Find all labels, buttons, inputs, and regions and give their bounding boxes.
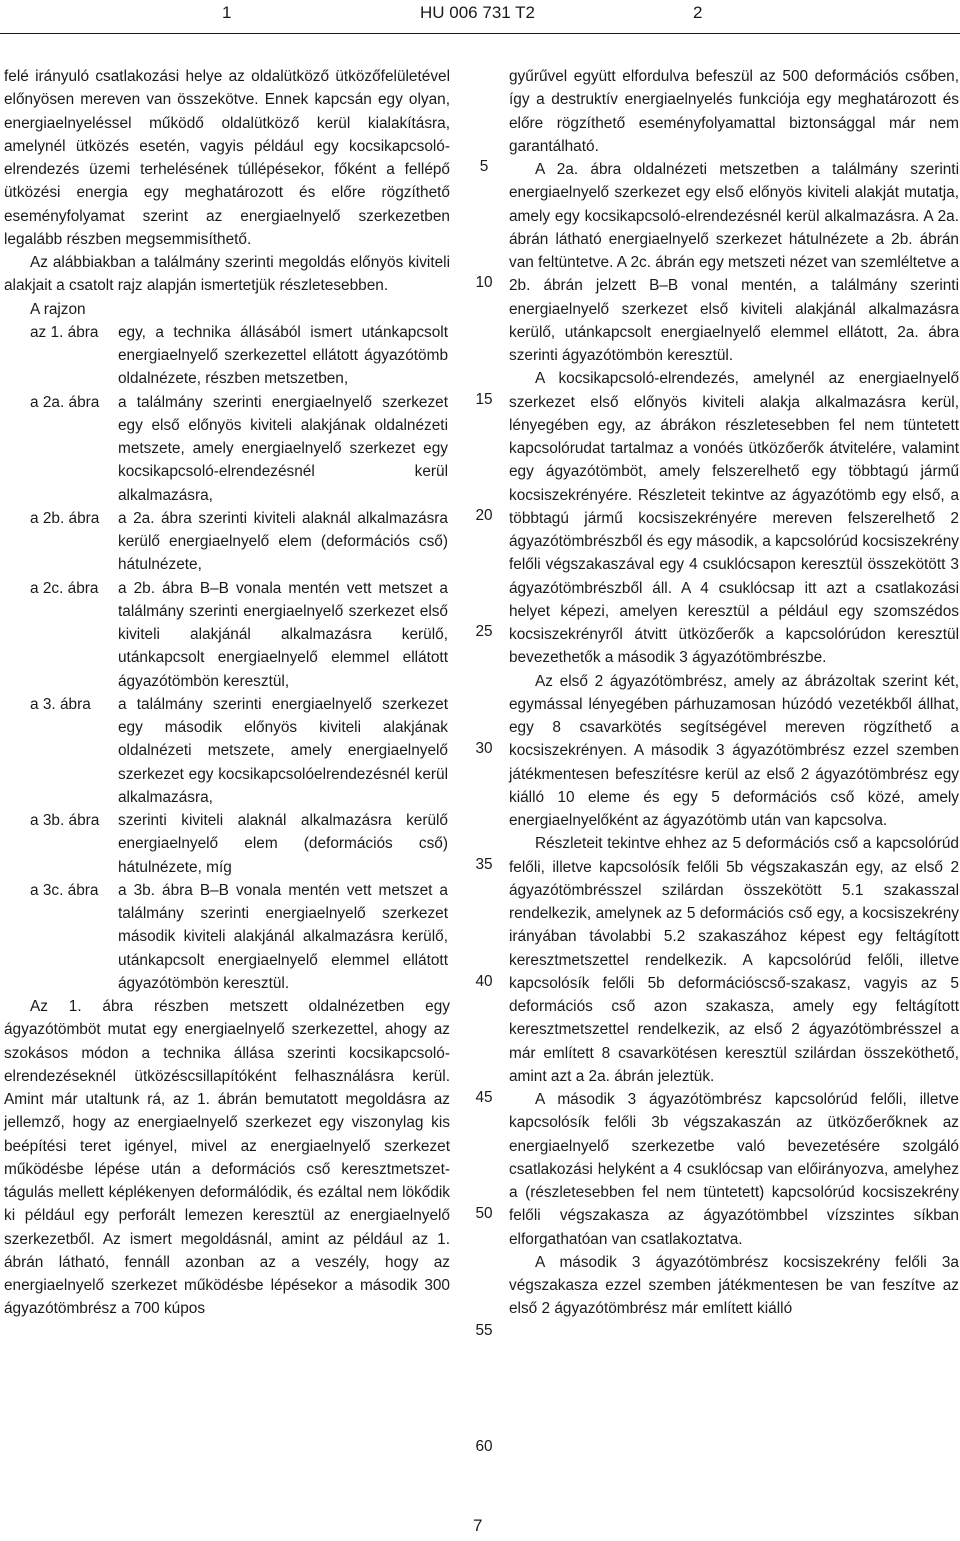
line-number: 60 — [475, 1438, 493, 1455]
paragraph: A második 3 ágyazótömbrész kapcsolórúd felőli, illetve kapcsolósík felőli 3b végszakaszán az ütközőerőknek az energiaelnyelő szerkezetbe való bevezetésére szolgáló csatlakozási helyként a 4 csuklócsap van előirányozva, amelyhez a (részletesebben fel nem tüntetett) kapcsolórúd kocsiszekrény felőli végszakasza az ágyazótömbbel vízszintes síkban elforgathatóan van csatlakoztatva. — [509, 1091, 959, 1248]
figure-label: a 3. ábra — [30, 695, 91, 713]
line-number: 35 — [475, 856, 493, 873]
figure-description: a találmány szerinti energiaelnyelő szerkezet egy első előnyös kiviteli alakjának oldalnézeti metszete, amely energiaelnyelő szerkezet egy kocsikapcsoló-elrendezésnél kerül alkalmazásra, — [118, 393, 448, 504]
page-number: 7 — [473, 1516, 483, 1535]
line-number: 50 — [475, 1205, 493, 1222]
figure-description: a 2b. ábra B–B vonala mentén vett metszet a találmány szerinti energiaelnyelő szerkezet első kiviteli alakjánál alkalmazásra kerülő, utánkapcsolt energiaelnyelő elemmel ellátott ágyazótömbön keresztül, — [118, 579, 448, 690]
paragraph: Az első 2 ágyazótömbrész, amely az ábrázoltak szerint két, egymással lényegében párhuzamosan húzódó vezetékből állhat, egy 8 csavarkötés segítségével mereven rögzíthető a kocsiszekrényen. A második 3 ágyazótömbrész ezzel szemben játékmentesen befeszítésre kerül az első 2 ágyazótömbrész egy kiálló 10 eleme és egy 5 deformációs cső közé, amely energiaelnyelőként az ágyazótömb után van kapcsolva. — [509, 672, 959, 829]
figure-description: a találmány szerinti energiaelnyelő szerkezet egy második előnyös kiviteli alakjának oldalnézeti metszete, amely energiaelnyelő szerkezet egy kocsikapcsolóelrendezésnél kerül alkalmazásra, — [118, 695, 448, 806]
figure-list — [4, 321, 450, 995]
paragraph: A kocsikapcsoló-elrendezés, amelynél az energiaelnyelő szerkezet első előnyös kiviteli alakja alkalmazásra kerül, lényegében egy, az ábrákon részletesebben fel nem tüntetett kapcsolórudat tartalmaz a vonóés ütközőerők átvitelére, valamint egy ágyazótömböt, amely felszerelhető egy többtagú jármű kocsiszekrényére. Részleteit tekintve az ágyazótömb egy első, a többtagú jármű kocsiszekrényére mereven felszerelhető 2 ágyazótömbrészből és egy második, a kapcsolórúd kocsiszekrény felőli végszakaszával egy 4 csuklócsapon keresztül összekötött 3 ágyazótömbrészből áll. A 4 csuklócsap itt azt a csatlakozási helyet képezi, amelyen keresztül a például egy szomszédos kocsiszekrényről átvitt ütközőerők a kapcsolórúdon keresztül bevezethetők a második 3 ágyazótömbrészbe. — [509, 370, 959, 667]
header-left-column-number: 1 — [222, 3, 232, 22]
figure-list-item — [4, 693, 450, 809]
figure-list-item — [4, 391, 450, 507]
paragraph: A 2a. ábra oldalnézeti metszetben a találmány szerinti energiaelnyelő szerkezet egy első előnyös kiviteli alakját mutatja, amely egy kocsikapcsoló-elrendezésnél kerül alkalmazásra. A 2a. ábrán látható energiaelnyelő szerkezet hátulnézete a 2b. ábrán van feltüntetve. A 2c. ábrán egy metszeti nézet van szemléltetve a 2b. ábrán jelzett B–B vonal mentén, a találmány szerinti energiaelnyelő szerkezet első kiviteli alakjánál alkalmazásra kerülő, utánkapcsolt energiaelnyelő elemmel ellátott, 2a. ábra szerinti ágyazótömbön keresztül. — [509, 161, 960, 364]
figure-label: a 3c. ábra — [30, 881, 99, 899]
line-number: 5 — [479, 158, 489, 175]
line-number: 30 — [475, 740, 493, 757]
paragraph: A második 3 ágyazótömbrész kocsiszekrény felőli 3a végszakasza ezzel szemben játékmentesen be van feszítve az első 2 ágyazótömbrész már említett kiálló — [509, 1253, 959, 1318]
paragraph: gyűrűvel együtt elfordulva befeszül az 500 deformációs csőben, így a destruktív energiaelnyelés funkciója egy meghatározott és előre rögzíthető eseményfolyamattal biztonsággal már nem garantálható. — [509, 68, 959, 155]
line-number: 25 — [475, 623, 493, 640]
right-column — [509, 65, 959, 1321]
figure-label: a 2c. ábra — [30, 579, 99, 597]
figure-list-item — [4, 879, 450, 995]
line-number: 20 — [475, 507, 493, 524]
figure-label: a 2a. ábra — [30, 393, 100, 411]
header-right-column-number: 2 — [693, 3, 703, 22]
figure-description: a 2a. ábra szerinti kiviteli alaknál alkalmazásra kerülő energiaelnyelő elem (deformációs cső) hátulnézete, — [118, 509, 448, 574]
figure-list-item — [4, 507, 450, 577]
figure-list-item — [4, 321, 450, 391]
figure-description: a 3b. ábra B–B vonala mentén vett metszet a találmány szerinti energiaelnyelő szerkezet második kiviteli alakjánál alkalmazásra kerülő, utánkapcsolt energiaelnyelő elemmel ellátott ágyazótömbön keresztül. — [118, 881, 448, 992]
left-column — [4, 65, 450, 1321]
paragraph: Az 1. ábra részben metszett oldalnézetben egy ágyazótömböt mutat egy energiaelnyelő szerkezettel, ahogy az szokásos módon a technika állása szerinti kocsikapcsoló-elrendezéseknél ütközéscsillapítóként felhasználásra kerül. Amint már utaltunk rá, az 1. ábrán bemutatott megoldásra az jellemző, hogy az energiaelnyelő szerkezet egy viszonylag kis beépítési teret igényel, mivel az energiaelnyelő szerkezet működésbe lépése után a deformációs cső keresztmetszet-tágulás mellett képlékenyen deformálódik, és ezáltal nem lökődik ki például egy perforált lemezen keresztül az energiaelnyelő szerkezetből. Az ismert megoldásnál, amint az például az 1. ábrán látható, fennáll azonban az a veszély, hogy az energiaelnyelő szerkezet működésbe lépésekor a második 300 ágyazótömbrész a 700 kúpos — [4, 998, 450, 1318]
paragraph: felé irányuló csatlakozási helye az oldalütköző ütközőfelületével előnyösen mereven van összekötve. Ennek kapcsán egy olyan, energiaelnyeléssel működő oldalütköző kerül kialakításra, amelynél ütközés esetén, vagyis például egy kocsikapcsoló-elrendezés üzemi terhelésének túllépésekor, főként a fellépő ütközési energia egy meghatározott és előre rögzíthető eseményfolyamat szerint az energiaelnyelő szerkezetben legalább részben megsemmisíthető. — [4, 68, 450, 248]
figure-list-item — [4, 809, 450, 879]
figure-description: egy, a technika állásából ismert utánkapcsolt energiaelnyelő szerkezettel ellátott ágyazótömb oldalnézete, részben metszetben, — [118, 323, 448, 388]
line-number: 10 — [475, 274, 493, 291]
line-number: 15 — [475, 391, 493, 408]
header-divider — [0, 33, 960, 34]
figure-label: a 2b. ábra — [30, 509, 100, 527]
paragraph: Részleteit tekintve ehhez az 5 deformációs cső a kapcsolórúd felőli, illetve kapcsolósík felőli 5b végszakaszán egy, az első 2 ágyazótömbrésszel szilárdan összekötött 5.1 szakasszal rendelkezik, amelynek az 5 deformációs cső egy, a kocsiszekrény irányában távolabbi 5.2 szakaszához képest egy feltágított keresztmetszettel rendelkezik. A kapcsolórúd felőli, illetve kapcsolósík felőli 5b deformációscső-szakasz, vagyis az 5 deformációs cső azon szakasza, amely egy feltágított keresztmetszettel rendelkezik, az első 2 ágyazótömbrésszel a már említett 8 csavarkötésen keresztül szilárdan összeköthető, amint azt a 2a. ábrán jeleztük. — [509, 835, 959, 1085]
figure-label: a 3b. ábra — [30, 812, 100, 829]
figure-label: az 1. ábra — [30, 323, 99, 341]
line-number: 55 — [475, 1322, 493, 1339]
line-number: 45 — [475, 1089, 493, 1106]
figure-list-intro: A rajzon — [30, 300, 86, 318]
figure-list-item — [4, 577, 450, 693]
figure-description: szerinti kiviteli alaknál alkalmazásra kerülő energiaelnyelő elem (deformációs cső) hátulnézete, míg — [118, 812, 448, 876]
header-document-id: HU 006 731 T2 — [420, 3, 535, 22]
line-number: 40 — [475, 973, 493, 990]
paragraph: Az alábbiakban a találmány szerinti megoldás előnyös kiviteli alakjait a csatolt rajz alapján ismertetjük részletesebben. — [4, 254, 450, 295]
